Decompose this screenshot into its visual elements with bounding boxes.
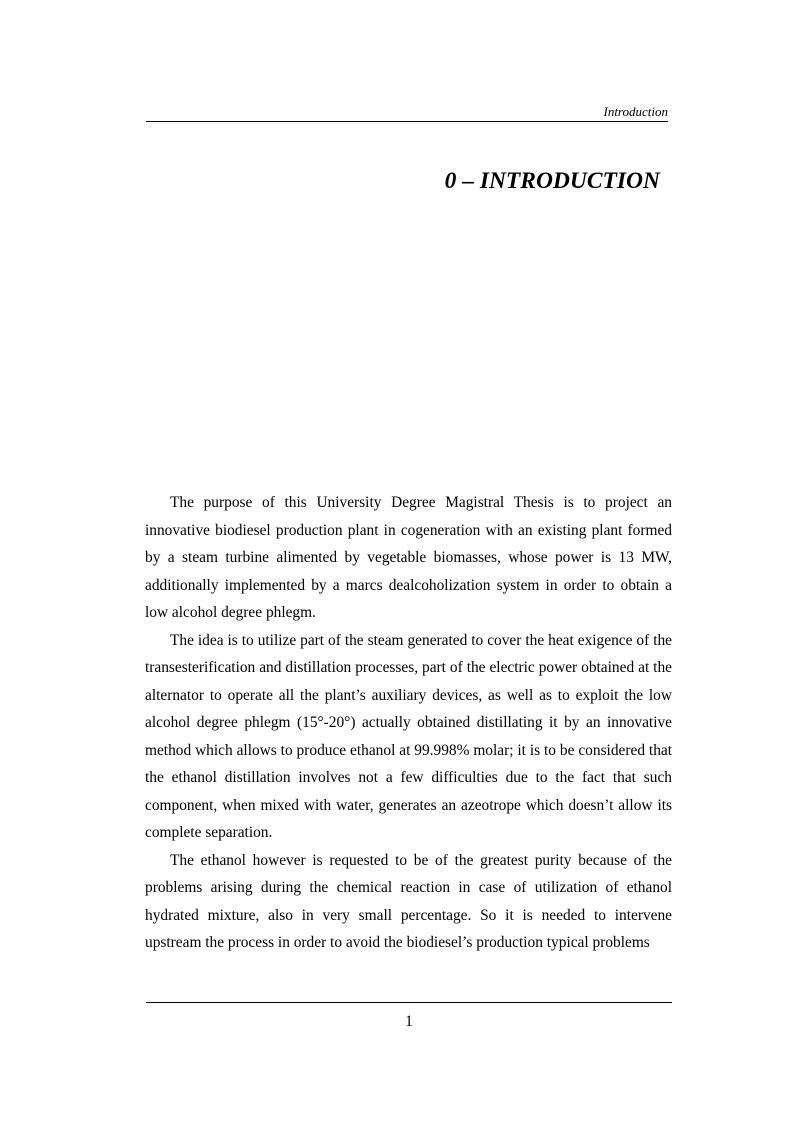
running-header: [146, 100, 668, 122]
paragraph: The idea is to utilize part of the steam generated to cover the heat exigence of the transesterification and distillation processes, part of the electric power obtained at the alternator to operate all the plant’s auxiliary devices, as well as to exploit the low alcohol degree phlegm (15°-20°) actually obtained distillating it by an innovative method which allows to produce ethanol at 99.998% molar; it is to be considered that the ethanol distillation involves not a few difficulties due to the fact that such component, when mixed with water, generates an azeotrope which doesn’t allow its complete separation.: [145, 631, 672, 841]
footer-rule: [146, 1002, 672, 1003]
running-header-title: Introduction: [603, 104, 668, 119]
chapter-title: 0 – INTRODUCTION: [444, 168, 660, 194]
paragraph: The purpose of this University Degree Magistral Thesis is to project an innovative biodiesel production plant in cogeneration with an existing plant formed by a steam turbine alimented by vegetable biomasses, whose power is 13 MW, additionally implemented by a marcs dealcoholization system in order to obtain a low alcohol degree phlegm.: [145, 494, 672, 621]
page-number: 1: [405, 1013, 413, 1030]
paragraph: The ethanol however is requested to be of the greatest purity because of the problems arising during the chemical reaction in case of utilization of ethanol hydrated mixture, also in very small percentage. So it is needed to intervene upstream the process in order to avoid the biodiesel’s production typical problems: [145, 851, 672, 951]
body-text: [145, 489, 672, 957]
